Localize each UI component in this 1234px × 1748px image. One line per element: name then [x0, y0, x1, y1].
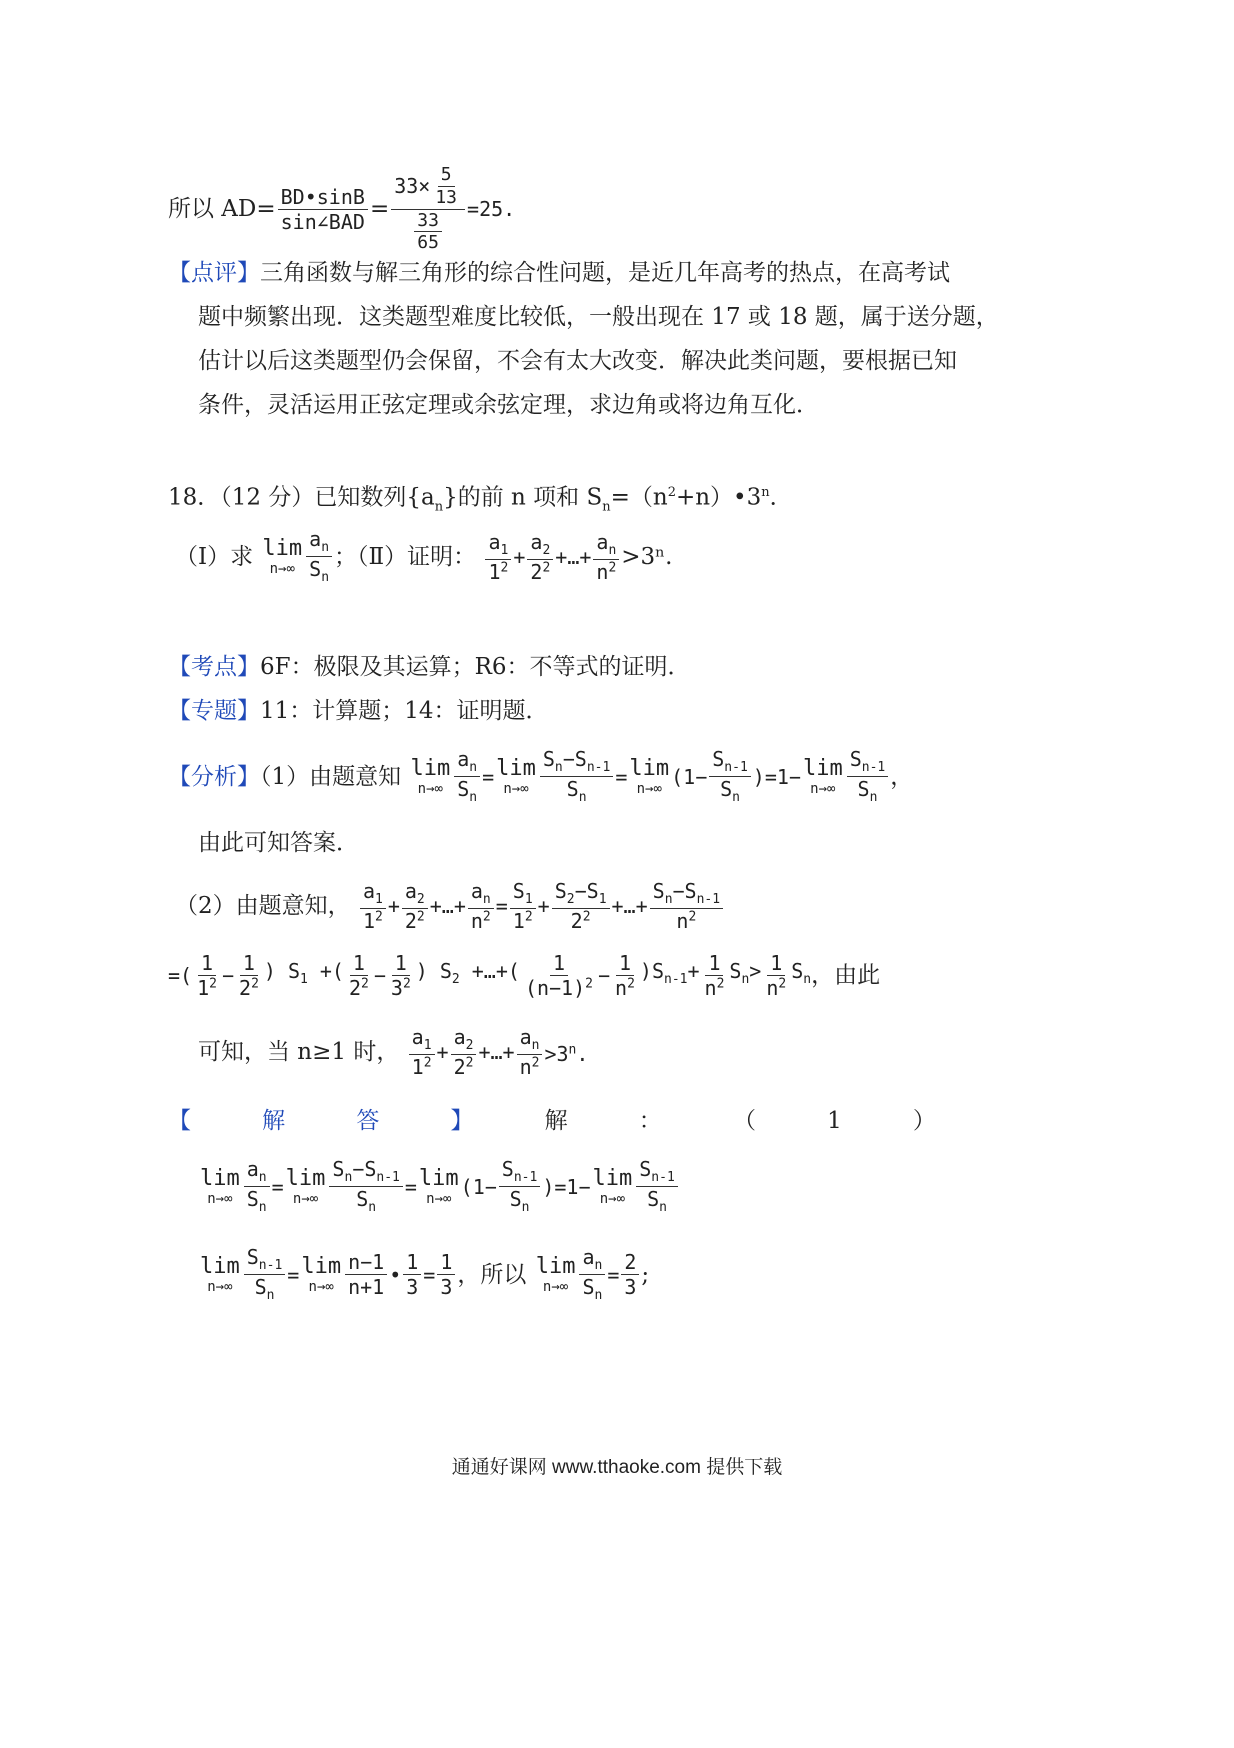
fenxi-tag: 【分析】	[168, 763, 260, 790]
jieda-line-1: lim n→∞ $\frac{a_n}{S_n}$ = lim n→∞ $\frac{S_n-S_{n-1}}{S_n}$ = lim n→∞ (1− $\frac{S_{n-1}}{S_n}$ )=1− lim n→∞ $\frac{S_{n-1}}{S_n}$	[198, 1158, 680, 1216]
dianping-line-1	[168, 258, 950, 288]
kaodian-line	[168, 652, 691, 682]
stem-part: =（n	[610, 484, 668, 511]
fenxi-part2-line-2: =( $\frac{1}{1^2}$ − $\frac{1}{2^2}$ ) $S_1$ +( $\frac{1}{2^2}$ − $\frac{1}{3^2}$ ) $S_2$ +…+( $\frac{1}{(n-1)^2}$ − $\frac{1}{n^2}$ )$S_{n-1}+$ $\frac{1}{n^2}$ $S_n>$ $\frac{1}{n^2}$ $S_n$，由此	[168, 951, 881, 1000]
zhuanti-tag: 【专题】	[168, 698, 260, 724]
gt-3n: >3ⁿ.	[621, 543, 673, 570]
jieda-bracket-left: 【	[168, 1108, 191, 1134]
dianping-text: 三角函数与解三角形的综合性问题，是近几年高考的热点，在高考试	[260, 260, 950, 286]
problem-18-parts: （Ⅰ）求 lim n→∞ $\frac{a_n}{S_n}$ ；（Ⅱ）证明： $\frac{a_1}{1^2}$ + $\frac{a_2}{2^2}$ +…+ $\frac{a_n}{n^2}$ >3ⁿ.	[175, 527, 673, 586]
fraction-a1: $\frac{a_1}{1^2}$	[485, 531, 511, 583]
kaodian-text: 6F：极限及其运算；R6：不等式的证明．	[260, 654, 691, 680]
den-denominator: 65	[417, 232, 439, 254]
stem-sup: n	[761, 485, 770, 500]
stem-part: 18．（12 分）已知数列{a	[168, 484, 435, 511]
fenxi-part2-end: ，由此	[811, 962, 881, 989]
problem-18-stem	[168, 478, 793, 522]
fenxi-line-1: 【分析】（1）由题意知 lim n→∞ $\frac{a_n}{S_n}$ = lim n→∞ $\frac{S_n-S_{n-1}}{S_n}$ = lim n→∞ (1− $\frac{S_{n-1}}{S_n}$ )=1− lim n→∞ $\frac{S_{n-1}}{S_n}$ ，	[168, 747, 914, 806]
jieda-header	[168, 1106, 936, 1136]
jieda-so: ，所以	[457, 1261, 527, 1288]
stem-part: }的前 n 项和 S	[443, 484, 603, 511]
fenxi-conclude: 由此可知答案．	[198, 830, 359, 856]
jieda-char-jie: 解	[262, 1108, 286, 1134]
stem-sup: 2	[667, 485, 676, 500]
jieda-char-da: 答	[356, 1108, 380, 1134]
jieda-bracket-right: 】	[450, 1108, 474, 1134]
stem-part: ．	[769, 484, 793, 511]
ad-formula-line: 所以 AD= $\frac{BD•\sin B}{\text{sin∠BAD}}$ = 33× $\frac{5}{13}$ $\frac{33}{65}$ =25.	[168, 164, 516, 254]
fenxi-part2-conclude: 可知，当 n≥1 时，	[198, 1039, 400, 1066]
fraction-denominator: sin∠BAD	[280, 209, 365, 234]
ad-prefix: 所以 AD=	[168, 196, 276, 223]
fraction-bd-sinb	[278, 186, 368, 233]
den-numerator: 33	[414, 211, 442, 233]
inner-numerator: 5	[438, 165, 455, 187]
limit-expression: lim n→∞	[262, 535, 303, 577]
jieda-paren-right: ）	[912, 1108, 936, 1134]
jieda-paren-left: （	[732, 1108, 756, 1134]
part-1-label: （Ⅰ）求	[175, 543, 254, 570]
dianping-line-3: 估计以后这类题型仍会保留，不会有太大改变．解决此类问题，要根据已知	[198, 348, 957, 374]
fraction-an: $\frac{a_n}{n^2}$	[593, 531, 619, 583]
fenxi-part2-line-1: （2）由题意知， $\frac{a_1}{1^2}$ + $\frac{a_2}{2^2}$ +…+ $\frac{a_n}{n^2}$ = $\frac{S_1}{1^2}$ + $\frac{S_2-S_1}{2^2}$ +…+ $\frac{S_n-S_{n-1}}{n^2}$	[175, 880, 725, 932]
jieda-one: 1	[827, 1108, 842, 1134]
footer-credit: 通通好课网 www.tthaoke.com 提供下载	[451, 1457, 783, 1478]
jieda-line-2: lim n→∞ $\frac{S_{n-1}}{S_n}$ = lim n→∞ $\frac{n-1}{n+1}$ • $\frac{1}{3}$ = $\frac{1}{3}$ ，所以 lim n→∞ $\frac{a_n}{S_n}$ = $\frac{2}{3}$ ;	[200, 1245, 650, 1304]
jieda-jie: 解	[544, 1108, 568, 1134]
part-2-label: ；（Ⅱ）证明：	[334, 543, 477, 570]
dianping-line-2: 题中频繁出现．这类题型难度比较低，一般出现在 17 或 18 题，属于送分题，	[198, 304, 999, 330]
inner-denominator: 13	[435, 186, 458, 208]
numerator-coefficient: 33×	[394, 174, 431, 199]
stem-part: +n）•3	[675, 484, 762, 511]
fraction-an-sn: $\frac{a_n}{S_n}$	[306, 528, 332, 586]
fenxi-part2-intro: （2）由题意知，	[175, 893, 351, 920]
zhuanti-text: 11：计算题；14：证明题．	[260, 698, 549, 724]
fraction-numerator: BD•sinB	[278, 186, 368, 210]
stem-sub: n	[602, 499, 611, 515]
stem-sub: n	[434, 499, 444, 515]
zhuanti-line	[168, 696, 549, 726]
fenxi-part2-line-3: 可知，当 n≥1 时， $\frac{a_1}{1^2}$ + $\frac{a_2}{2^2}$ +…+ $\frac{a_n}{n^2}$ $>3^n$.	[198, 1025, 589, 1080]
fenxi-intro: （1）由题意知	[260, 763, 402, 790]
dianping-line-4: 条件，灵活运用正弦定理或余弦定理，求边角或将边角互化．	[198, 392, 819, 418]
fraction-33-5-13-over-33-65	[391, 165, 465, 253]
dianping-tag: 【点评】	[168, 260, 260, 286]
ad-result: =25.	[467, 197, 516, 222]
fraction-a2: $\frac{a_2}{2^2}$	[527, 531, 553, 583]
jieda-colon: ：	[638, 1108, 662, 1134]
kaodian-tag: 【考点】	[168, 654, 260, 680]
